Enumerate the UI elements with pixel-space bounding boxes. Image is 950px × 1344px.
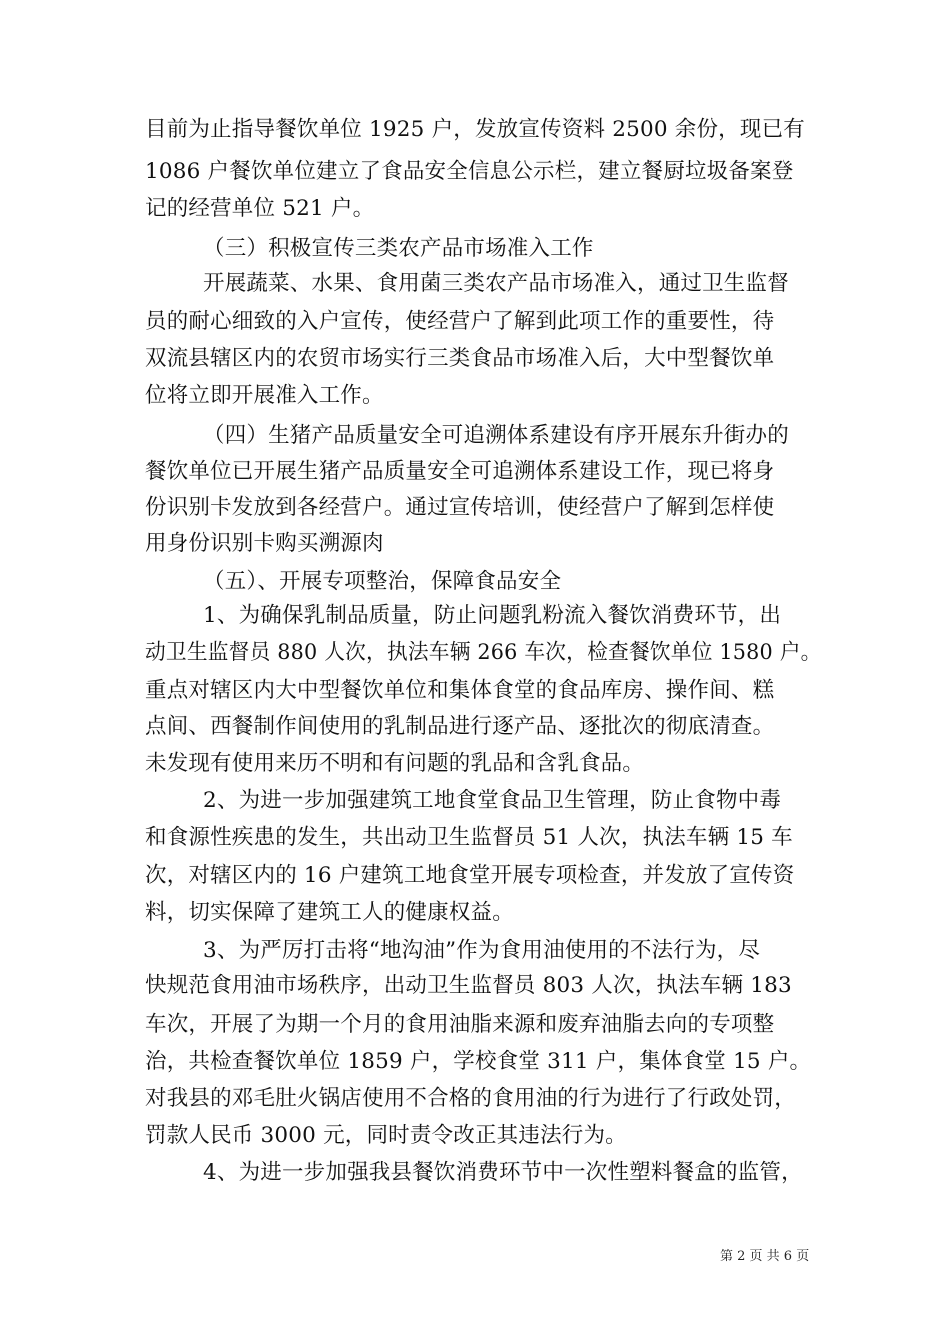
- text-line: 份识别卡发放到各经营户。通过宣传培训，使经营户了解到怎样使: [145, 495, 775, 520]
- text-line: 位将立即开展准入工作。: [145, 383, 384, 408]
- text-line: 罚款人民币 3000 元，同时责令改正其违法行为。: [145, 1123, 627, 1148]
- text-line: 记的经营单位 521 户。: [145, 196, 375, 221]
- text-line: 和食源性疾患的发生，共出动卫生监督员 51 人次，执法车辆 15 车: [145, 825, 793, 850]
- section-heading: （四）生猪产品质量安全可追溯体系建设有序开展东升街办的: [203, 423, 789, 448]
- text-line: 对我县的邓毛肚火锅店使用不合格的食用油的行为进行了行政处罚，: [145, 1086, 797, 1111]
- text-line: 双流县辖区内的农贸市场实行三类食品市场准入后，大中型餐饮单: [145, 346, 775, 371]
- section-heading: （三）积极宣传三类农产品市场准入工作: [203, 236, 594, 261]
- text-line: 动卫生监督员 880 人次，执法车辆 266 车次，检查餐饮单位 1580 户。: [145, 640, 822, 665]
- text-line: 1、为确保乳制品质量，防止问题乳粉流入餐饮消费环节，出: [203, 603, 782, 628]
- text-line: 快规范食用油市场秩序，出动卫生监督员 803 人次，执法车辆 183: [145, 973, 792, 998]
- text-line: 开展蔬菜、水果、食用菌三类农产品市场准入，通过卫生监督: [203, 271, 789, 296]
- text-line: 3、为严厉打击将“地沟油”作为食用油使用的不法行为，尽: [203, 938, 761, 963]
- section-heading: （五）、开展专项整治，保障食品安全: [203, 569, 562, 594]
- text-line: 次，对辖区内的 16 户建筑工地食堂开展专项检查，并发放了宣传资: [145, 863, 795, 888]
- text-line: 重点对辖区内大中型餐饮单位和集体食堂的食品库房、操作间、糕: [145, 678, 775, 703]
- text-line: 1086 户餐饮单位建立了食品安全信息公示栏，建立餐厨垃圾备案登: [145, 159, 794, 184]
- text-line: 员的耐心细致的入户宣传，使经营户了解到此项工作的重要性，待: [145, 309, 775, 334]
- text-line: 未发现有使用来历不明和有问题的乳品和含乳食品。: [145, 751, 645, 776]
- text-line: 4、为进一步加强我县餐饮消费环节中一次性塑料餐盒的监管，: [203, 1160, 803, 1185]
- text-line: 料，切实保障了建筑工人的健康权益。: [145, 900, 514, 925]
- text-line: 目前为止指导餐饮单位 1925 户，发放宣传资料 2500 余份，现已有: [145, 117, 805, 142]
- text-line: 点间、西餐制作间使用的乳制品进行逐产品、逐批次的彻底清查。: [145, 714, 775, 739]
- text-line: 2、为进一步加强建筑工地食堂食品卫生管理，防止食物中毒: [203, 788, 782, 813]
- text-line: 治，共检查餐饮单位 1859 户，学校食堂 311 户，集体食堂 15 户。: [145, 1049, 812, 1074]
- text-line: 餐饮单位已开展生猪产品质量安全可追溯体系建设工作，现已将身: [145, 459, 775, 484]
- text-line: 用身份识别卡购买溯源肉: [145, 531, 384, 556]
- text-line: 车次，开展了为期一个月的食用油脂来源和废弃油脂去向的专项整: [145, 1012, 775, 1037]
- page-number: 第 2 页 共 6 页: [720, 1249, 810, 1264]
